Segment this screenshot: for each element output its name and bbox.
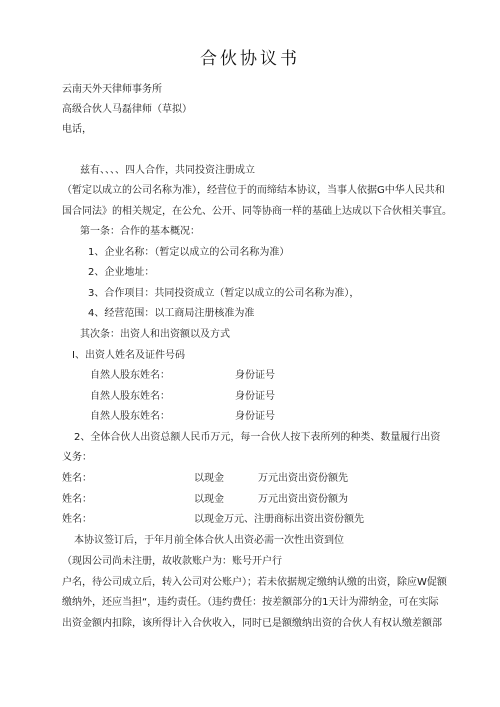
article-1-item-2: 2、企业地址： bbox=[88, 267, 155, 278]
payment-paragraph-line-3: 户名，待公司成立后，转入公司对公账户）；若未依据规定缴纳认缴的出资，除应W促额 bbox=[62, 577, 447, 588]
article-2-heading: 其次条：出资人和出资额以及方式 bbox=[80, 329, 230, 340]
contribution-method: 以现金 bbox=[194, 494, 224, 505]
intro-paragraph-line-3: 国合同法》的相关规定，在公允、公开、同等协商一样的基础上达成以下合伙相关事宜。 bbox=[62, 206, 452, 217]
lawyer-line: 高级合伙人马磊律师（草拟） bbox=[62, 104, 192, 115]
article-2-sub-2-line-2: 义务： bbox=[62, 452, 92, 463]
article-1-item-4: 4、经营范围：以工商局注册核准为准 bbox=[88, 308, 255, 319]
phone-line: 电话， bbox=[62, 124, 92, 135]
intro-paragraph-line-2: （暂定以成立的公司名称为准），经营位于的而缔结本协议，当事人依据G中华人民共和 bbox=[62, 185, 445, 196]
payment-paragraph-line-4: 缴纳外，还应当担“，违约责任。（违约费任：按差额部分的1天计为滞纳金，可在实际 bbox=[62, 597, 439, 608]
shareholder-id-label: 身份证号 bbox=[235, 391, 275, 402]
shareholder-name-label: 自然人股东姓名： bbox=[90, 411, 170, 422]
payment-paragraph-line-5: 出资金额内扣除，该所得计入合伙收入，同时已是额缴纳出资的合伙人有权认缴差额部 bbox=[62, 618, 442, 629]
shareholder-id-label: 身份证号 bbox=[235, 411, 275, 422]
article-2-sub-1: I、出资人姓名及证件号码 bbox=[72, 350, 185, 361]
contribution-method: 以现金万元、注册商标出资出资份额先 bbox=[194, 514, 364, 525]
shareholder-name-label: 自然人股东姓名： bbox=[90, 370, 170, 381]
document-title: 合伙协议书 bbox=[200, 49, 300, 69]
shareholder-id-label: 身份证号 bbox=[235, 370, 275, 381]
article-1-item-3: 3、合作项目：共同投资成立（暂定以成立的公司名称为准）， bbox=[88, 288, 360, 299]
intro-paragraph-line-1: 兹有、、、、四人合作，共同投资注册成立 bbox=[80, 165, 255, 176]
payment-paragraph-line-1: 本协议签订后，于年月前全体合伙人出资必需一次性出资到位 bbox=[74, 535, 344, 546]
contribution-share: 万元出资出资份额为 bbox=[258, 494, 348, 505]
law-firm-name: 云南天外天律师事务所 bbox=[62, 84, 162, 95]
contribution-method: 以现金 bbox=[194, 473, 224, 484]
payment-paragraph-line-2: （现因公司尚未注册，故收款账户为：账号开户行 bbox=[62, 556, 282, 567]
shareholder-name-label: 自然人股东姓名： bbox=[90, 391, 170, 402]
contribution-name-label: 姓名： bbox=[62, 473, 92, 484]
contribution-name-label: 姓名： bbox=[62, 494, 92, 505]
article-2-sub-2-line-1: 2、全体合伙人出资总额人民币万元，每一合伙人按下表所列的种类、数量履行出资 bbox=[74, 432, 441, 443]
contribution-name-label: 姓名： bbox=[62, 514, 92, 525]
article-1-item-1: 1、企业名称：（暂定以成立的公司名称为准） bbox=[88, 247, 290, 258]
contribution-share: 万元出资出资份额先 bbox=[258, 473, 348, 484]
article-1-heading: 第一条：合作的基本概况： bbox=[80, 226, 200, 237]
